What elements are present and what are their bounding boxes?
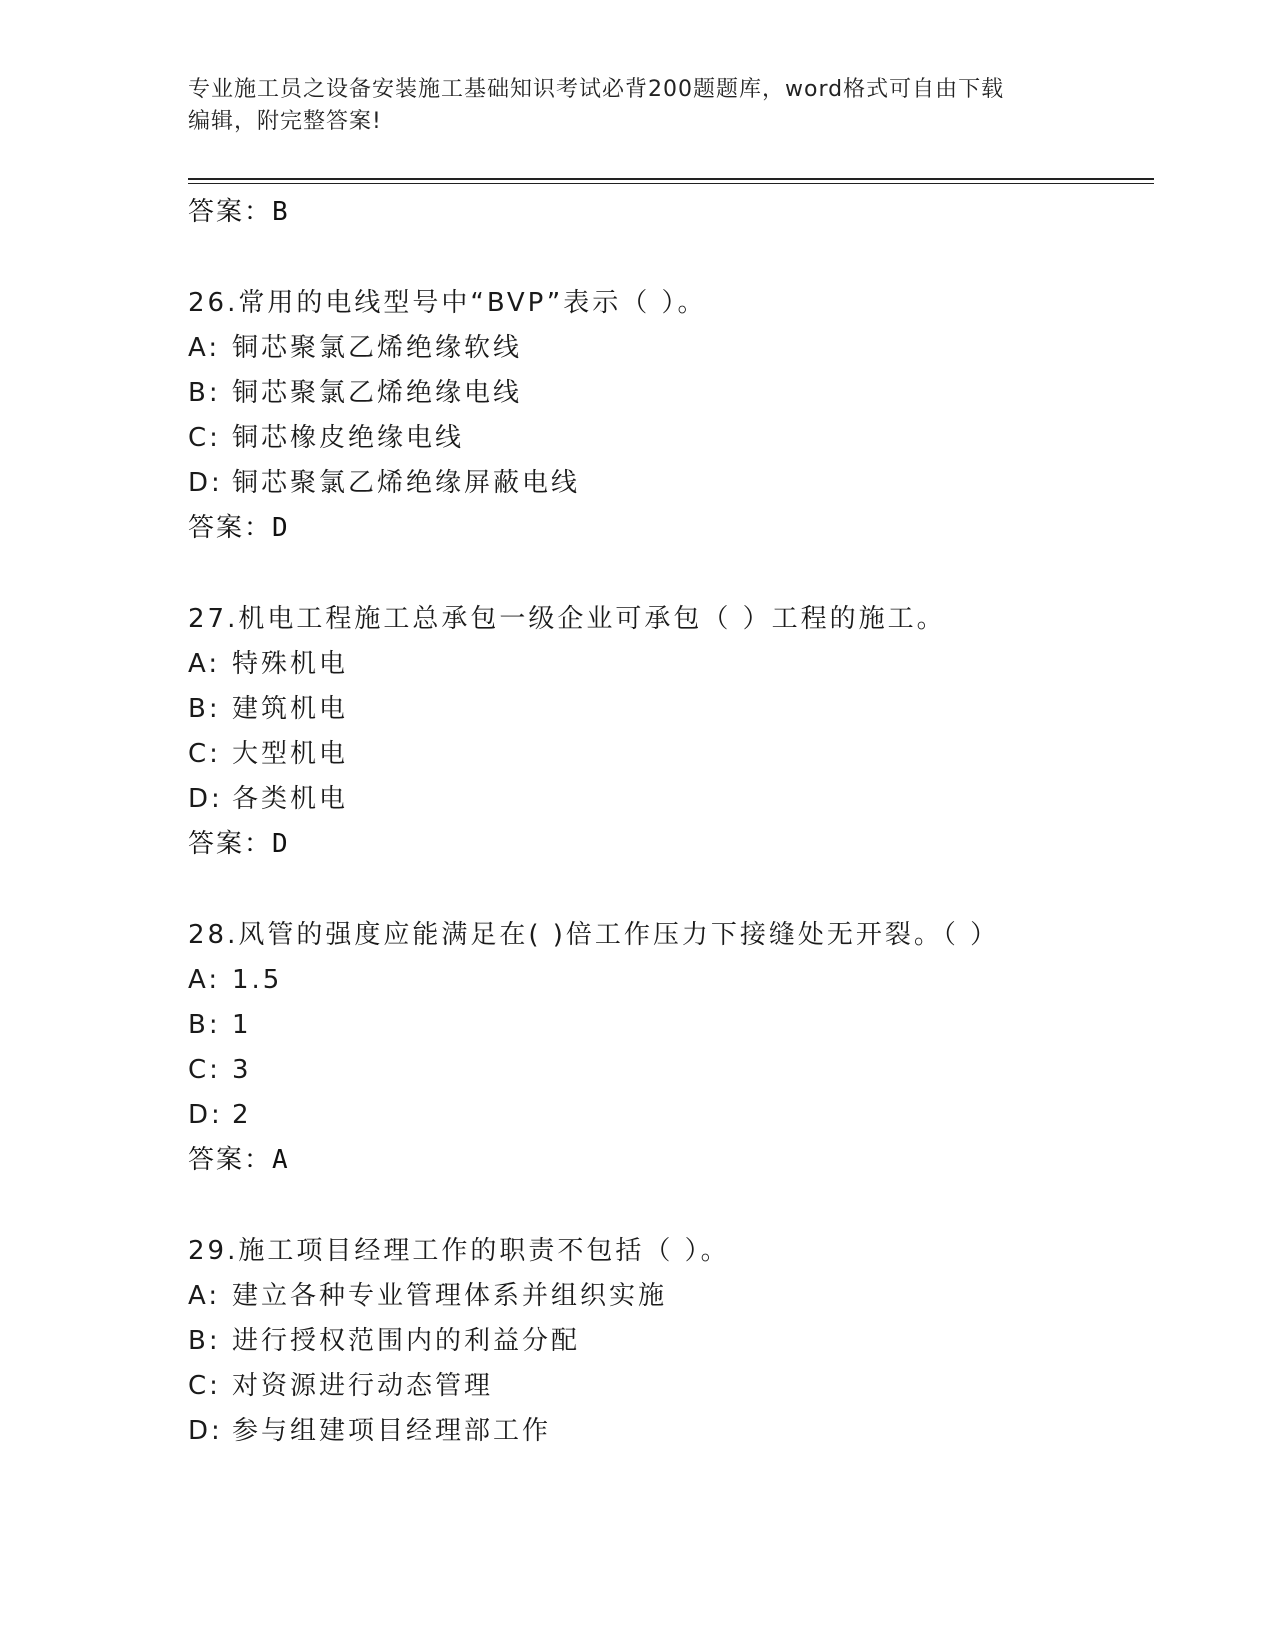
option-text: 3 xyxy=(232,1055,252,1085)
spacer xyxy=(188,234,1148,281)
option-c xyxy=(188,416,1148,461)
option-letter: D: xyxy=(188,784,223,814)
answer-label: 答案： xyxy=(188,1145,273,1175)
answer-line xyxy=(188,1138,1148,1182)
option-d xyxy=(188,461,1148,506)
answer-label: 答案： xyxy=(188,829,273,859)
option-letter: A: xyxy=(188,965,221,995)
header-rule-thick xyxy=(188,178,1154,180)
option-letter: C: xyxy=(188,1055,221,1085)
option-b xyxy=(188,371,1148,416)
option-text: 1.5 xyxy=(232,965,283,995)
answer-line xyxy=(188,190,1148,234)
option-c xyxy=(188,1048,1148,1093)
option-text: 1 xyxy=(232,1010,252,1040)
spacer xyxy=(188,550,1148,597)
option-letter: C: xyxy=(188,739,221,769)
option-text: 建筑机电 xyxy=(232,694,349,724)
option-text: 对资源进行动态管理 xyxy=(232,1371,494,1401)
option-letter: B: xyxy=(188,694,221,724)
option-text: 参与组建项目经理部工作 xyxy=(232,1416,552,1446)
option-text: 铜芯橡皮绝缘电线 xyxy=(232,423,465,453)
option-letter: C: xyxy=(188,1371,221,1401)
question-text: 27.机电工程施工总承包一级企业可承包（ ）工程的施工。 xyxy=(188,604,946,634)
option-text: 进行授权范围内的利益分配 xyxy=(232,1326,581,1356)
answer-label: 答案： xyxy=(188,513,273,543)
option-letter: B: xyxy=(188,378,221,408)
answer-value: D xyxy=(272,829,290,859)
option-text: 特殊机电 xyxy=(232,649,349,679)
answer-value: B xyxy=(272,197,290,227)
header-line-1: 专业施工员之设备安装施工基础知识考试必背200题题库，word格式可自由下载 xyxy=(188,77,1005,102)
spacer xyxy=(188,866,1148,913)
option-letter: D: xyxy=(188,468,223,498)
question-text: 26.常用的电线型号中“BVP”表示（ ）。 xyxy=(188,288,707,318)
option-b xyxy=(188,1003,1148,1048)
option-c xyxy=(188,1364,1148,1409)
answer-value: D xyxy=(272,513,290,543)
spacer xyxy=(188,1182,1148,1229)
option-text: 铜芯聚氯乙烯绝缘屏蔽电线 xyxy=(232,468,581,498)
option-text: 大型机电 xyxy=(232,739,349,769)
question-block-27 xyxy=(188,597,1148,866)
answer-label: 答案： xyxy=(188,197,273,227)
question-block-26 xyxy=(188,281,1148,550)
option-a xyxy=(188,1274,1148,1319)
header-rule-thin xyxy=(188,183,1154,184)
option-a xyxy=(188,326,1148,371)
question-text: 29.施工项目经理工作的职责不包括（ ）。 xyxy=(188,1236,730,1266)
header-line-2: 编辑，附完整答案! xyxy=(188,109,382,134)
option-letter: B: xyxy=(188,1326,221,1356)
option-d xyxy=(188,777,1148,822)
option-a xyxy=(188,958,1148,1003)
option-letter: A: xyxy=(188,333,221,363)
question-text: 28.风管的强度应能满足在( )倍工作压力下接缝处无开裂。（ ） xyxy=(188,920,1000,950)
option-letter: D: xyxy=(188,1100,223,1130)
option-d xyxy=(188,1093,1148,1138)
page-header xyxy=(188,74,1088,138)
answer-value: A xyxy=(272,1145,290,1175)
option-letter: A: xyxy=(188,649,221,679)
answer-line xyxy=(188,822,1148,866)
option-d xyxy=(188,1409,1148,1454)
option-letter: B: xyxy=(188,1010,221,1040)
option-text: 2 xyxy=(232,1100,252,1130)
answer-line xyxy=(188,506,1148,550)
option-text: 铜芯聚氯乙烯绝缘电线 xyxy=(232,378,523,408)
option-text: 各类机电 xyxy=(232,784,349,814)
option-text: 建立各种专业管理体系并组织实施 xyxy=(232,1281,668,1311)
question-block-29 xyxy=(188,1229,1148,1454)
option-b xyxy=(188,687,1148,732)
option-a xyxy=(188,642,1148,687)
option-b xyxy=(188,1319,1148,1364)
option-c xyxy=(188,732,1148,777)
option-letter: D: xyxy=(188,1416,223,1446)
question-list xyxy=(188,190,1148,1454)
option-text: 铜芯聚氯乙烯绝缘软线 xyxy=(232,333,523,363)
option-letter: C: xyxy=(188,423,221,453)
option-letter: A: xyxy=(188,1281,221,1311)
question-block-28 xyxy=(188,913,1148,1182)
